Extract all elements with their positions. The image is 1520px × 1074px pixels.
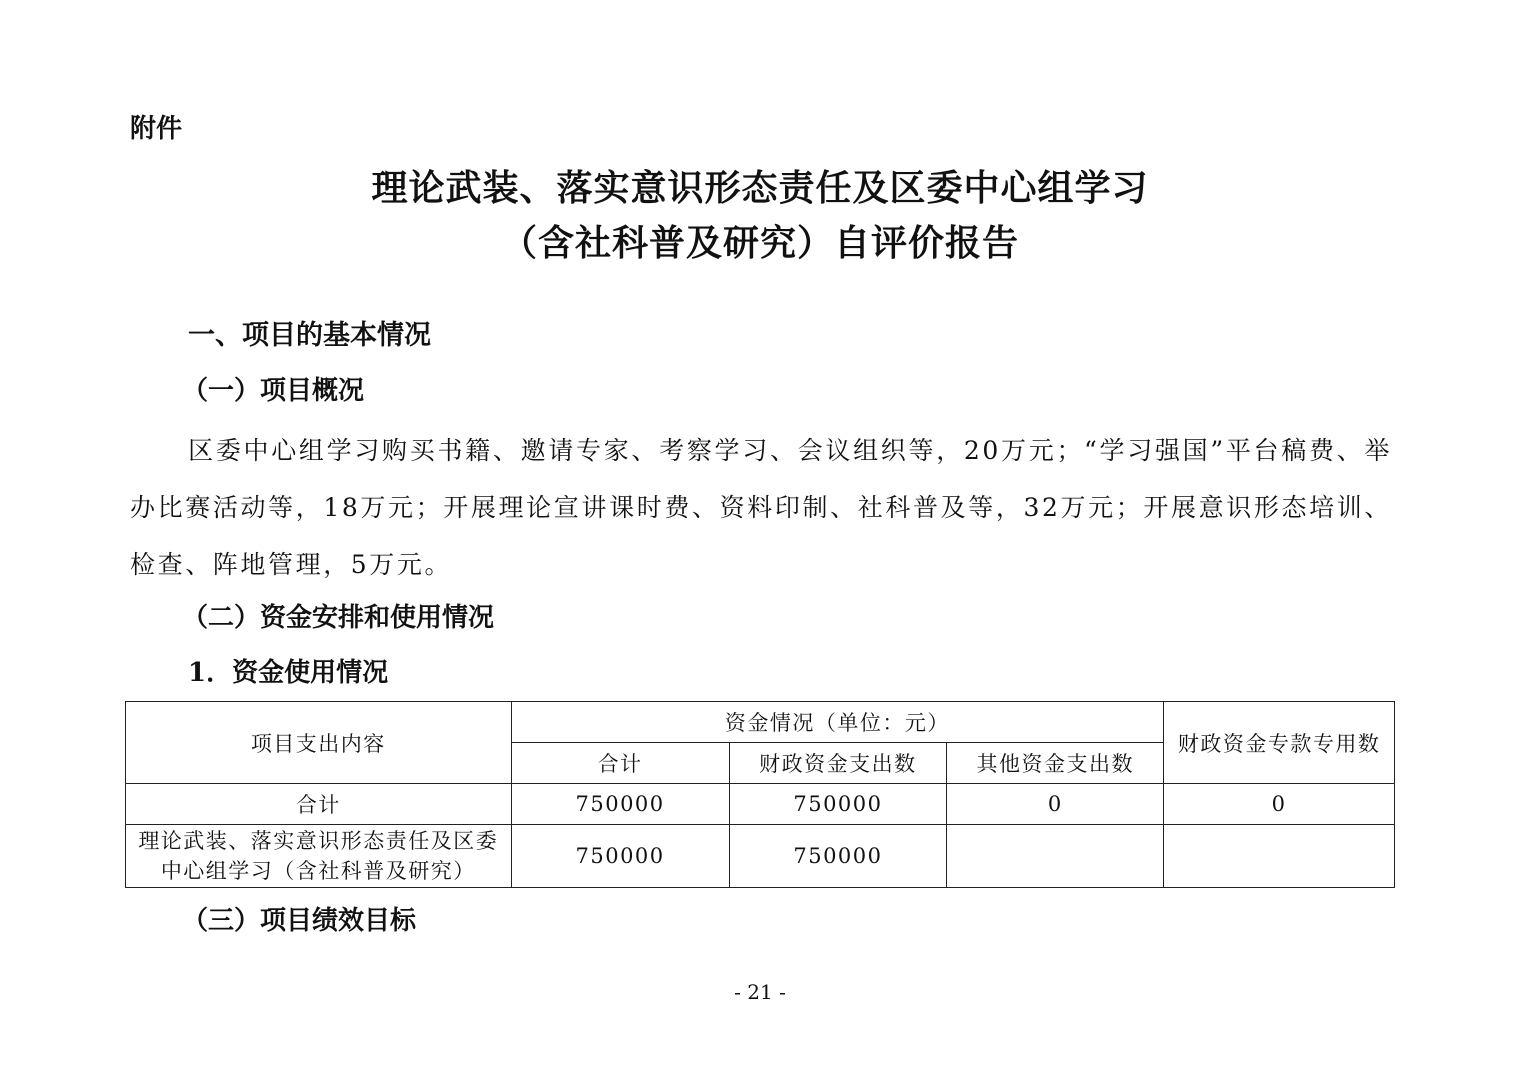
fund-usage-heading: 1．资金使用情况 — [188, 658, 389, 688]
row-total-cell: 750000 — [511, 825, 729, 888]
project-overview-text: 区委中心组学习购买书籍、邀请专家、考察学习、会议组织等，20万元；“学习强国”平台稿费、举办比赛活动等，18万元；开展理论宣讲课时费、资料印制、社科普及等，32万元；开展意识形态培训、检查、阵地管理，5万元。 — [130, 436, 1392, 579]
header-item-cell: 项目支出内容 — [126, 702, 512, 784]
row-item-cell: 合计 — [126, 784, 512, 825]
row-fiscal-cell: 750000 — [729, 784, 947, 825]
table-row — [126, 825, 1395, 888]
subsection-1-heading: （一）项目概况 — [182, 376, 365, 406]
report-title-line-1: 理论武装、落实意识形态责任及区委中心组学习 — [371, 167, 1149, 209]
attachment-label: 附件 — [130, 114, 183, 144]
table-header-row — [126, 702, 1395, 743]
header-other-cell: 其他资金支出数 — [947, 743, 1164, 784]
project-overview-paragraph — [130, 422, 1392, 593]
header-total-cell: 合计 — [511, 743, 729, 784]
fund-usage-table — [125, 701, 1395, 888]
report-title-line-2: （含社科普及研究）自评价报告 — [500, 222, 1019, 264]
row-special-cell — [1164, 825, 1395, 888]
header-group-cell: 资金情况（单位：元） — [511, 702, 1164, 743]
page-number: - 21 - — [734, 980, 786, 1004]
section-1-heading: 一、项目的基本情况 — [188, 320, 431, 351]
subsection-2-heading: （二）资金安排和使用情况 — [182, 603, 495, 633]
row-fiscal-cell: 750000 — [729, 825, 947, 888]
header-fiscal-cell: 财政资金支出数 — [729, 743, 947, 784]
table-row — [126, 784, 1395, 825]
row-special-cell: 0 — [1164, 784, 1395, 825]
header-special-cell: 财政资金专款专用数 — [1164, 702, 1395, 784]
row-other-cell — [947, 825, 1164, 888]
row-item-cell: 理论武装、落实意识形态责任及区委中心组学习（含社科普及研究） — [126, 825, 512, 888]
subsection-3-heading: （三）项目绩效目标 — [182, 906, 417, 936]
row-total-cell: 750000 — [511, 784, 729, 825]
row-other-cell: 0 — [947, 784, 1164, 825]
